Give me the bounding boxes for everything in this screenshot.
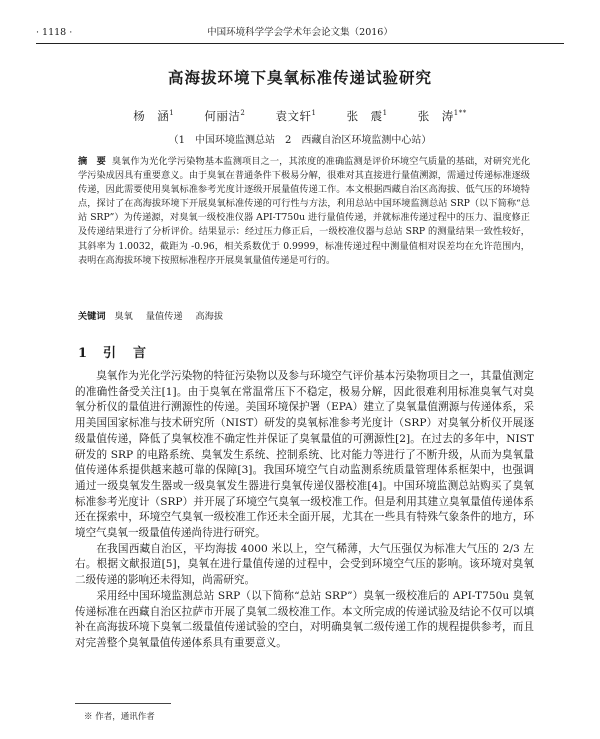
journal-name: 中国环境科学学会学术年会论文集（2016）: [207, 27, 393, 38]
author: [347, 109, 388, 123]
author-name: 张 涛: [417, 109, 454, 123]
page-number: · 1118 ·: [36, 27, 73, 38]
keyword: 高海拔: [195, 311, 224, 322]
header-rule: [36, 43, 564, 44]
author-name: 何丽洁: [204, 109, 241, 123]
body-text: [75, 369, 534, 652]
abstract: [78, 155, 530, 268]
author-affiliation-mark: 1: [382, 109, 388, 118]
paragraph: 采用经中国环境监测总站 SRP（以下简称“总站 SRP”）臭氧一级校准后的 API-T750u 臭氧传递标准在西藏自治区拉萨市开展了臭氧二级校准工作。本文所完成的传递试验及结论不仅可以填补在高海拔环境下臭氧二级量值传递试验的空白，对明确臭氧二级传递工作的规程提供参考，而且对完善整个臭氧量值传递体系具有重要意义。: [75, 589, 534, 649]
paragraph: 臭氧作为光化学污染物的特征污染物以及参与环境空气评价基本污染物项目之一，其量值测定的准确性备受关注[1]。由于臭氧在常温常压下不稳定，极易分解，因此很难利用标准臭氧气对臭氧分析仪的量值进行溯源性的传递。美国环境保护署（EPA）建立了臭氧量值溯源与传递体系，采用美国国家标准与技术研究所（NIST）研发的臭氧标准参考光度计（SRP）对臭氧分析仪开展逐级量值传递，降低了臭氧校准不确定性并保证了臭氧量值的可溯源性[2]。在过去的多年中，NIST 研发的 SRP 的电路系统、臭氧发生系统、控制系统、比对能力等进行了不断升级，从而为臭氧量值传递体系提供越来越可靠的保障[3]。我国环境空气自动监测系统质量管理体系框架中，也强调通过一级臭氧发生器或一级臭氧发生器进行臭氧传递仪器校准[4]。中国环境监测总站购买了臭氧标准参考光度计（SRP）并开展了环境空气臭氧一级校准工作。但是利用其建立臭氧量值传递体系还在探索中，环境空气臭氧一级校准工作还未全面开展，尤其在一些具有特殊气象条件的地方，环境空气臭氧一级量值传递尚待进行研究。: [75, 370, 534, 540]
abstract-label: 摘 要: [78, 156, 106, 167]
section-heading: [78, 342, 148, 361]
keyword: 臭氧: [114, 311, 133, 322]
author-affiliation-mark: 1: [169, 109, 175, 118]
author-name: 张 震: [346, 109, 383, 123]
section-title: 引 言: [103, 346, 149, 361]
author-affiliation-mark: 2: [240, 109, 246, 118]
keywords-label: 关键词: [78, 311, 106, 322]
keyword: 量值传递: [145, 311, 183, 322]
paragraph: 在我国西藏自治区，平均海拔 4000 米以上，空气稀薄，大气压强仅为标准大气压的 2/3 左右。根据文献报道[5]，臭氧在进行量值传递的过程中，会受到环境空气压的影响。该环境对臭氧二级传递的影响还未得知，尚需研究。: [75, 542, 534, 587]
abstract-text: 臭氧作为光化学污染物基本监测项目之一，其浓度的准确监测是评价环境空气质量的基础，对研究光化学污染成因具有重要意义。由于臭氧在普通条件下极易分解，很难对其直接进行量值溯源，需通过传递标准逐级传递，因此需要使用臭氧标准参考光度计逐级开展量值传递工作。本文根据西藏自治区高海拔、低气压的环境特点，探讨了在高海拔环境下开展臭氧标准传递的可行性与方法，利用总站中国环境监测总站 SRP（以下简称“总站 SRP”）为传递源，对臭氧一级校准仪器 API-T750u 进行量值传递，并就标准传递过程中的压力、温度修正及传递结果进行了分析评价。结果显示：经过压力修正后，一级校准仪器与总站 SRP 的测量结果一致性较好，其斜率为 1.0032，截距为 -0.96，相关系数优于 0.9999，标准传递过程中测量值相对误差均在允许范围内，表明在高海拔环境下按照标准程序开展臭氧量值传递是可行的。: [78, 156, 531, 266]
paper-title: 高海拔环境下臭氧标准传递试验研究: [167, 68, 432, 87]
running-header: [36, 26, 564, 40]
author: [418, 109, 467, 123]
footnote: ※ 作者，通讯作者: [84, 712, 155, 722]
author-list: [0, 108, 600, 124]
author: [276, 109, 317, 123]
author: [204, 109, 245, 123]
author-name: 杨 涵: [133, 109, 170, 123]
author-affiliation-mark: 1: [311, 109, 317, 118]
footnote-rule: [75, 703, 171, 704]
keywords: [78, 310, 530, 324]
affiliations: （1 中国环境监测总站 2 西藏自治区环境监测中心站）: [168, 135, 432, 146]
author-affiliation-mark: 1**: [453, 109, 467, 118]
section-number: 1: [78, 346, 90, 361]
author: [133, 109, 174, 123]
author-name: 袁文轩: [275, 109, 312, 123]
